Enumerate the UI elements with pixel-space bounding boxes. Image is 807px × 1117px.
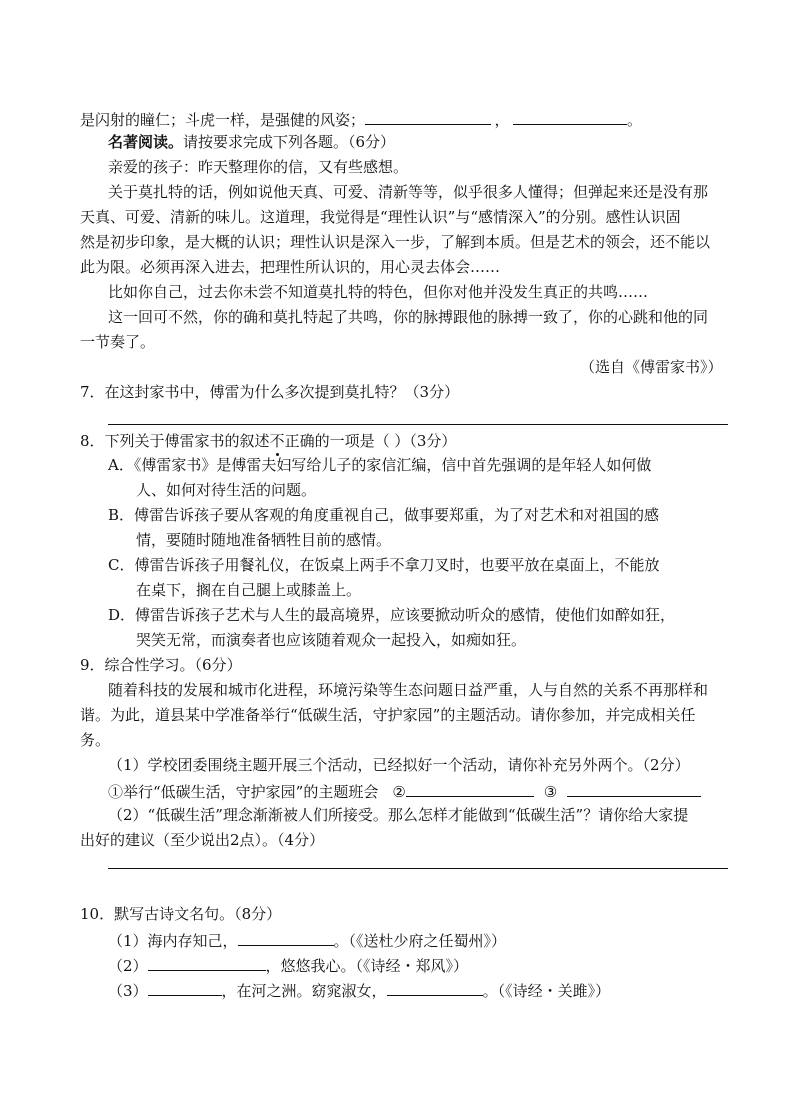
reading-heading-bold: 名著阅读。 <box>108 133 184 151</box>
option-a-line1: A．《傅雷家书》是傅雷夫妇写给儿子的家信汇编，信中首先强调的是年轻人如何做 <box>108 456 652 474</box>
option-c-line2: 在桌下，搁在自己腿上或膝盖上。 <box>136 581 362 599</box>
option-c-line1: C．傅雷告诉孩子用餐礼仪，在饭桌上两手不拿刀叉时，也要平放在桌面上，不能放 <box>108 556 660 574</box>
letter-paragraph-line: 此为限。必须再深入进去，把理性所认识的，用心灵去体会…… <box>80 258 501 276</box>
poem-line-3-middle: ，在河之洲。窈窕淑女， <box>221 982 387 1000</box>
answer-blank[interactable] <box>365 108 491 125</box>
letter-paragraph-line: 比如你自己，过去你未尝不知道莫扎特的特色，但你对他并没发生真正的共鸣…… <box>108 283 649 301</box>
option-a-line2: 人、如何对待生活的问题。 <box>136 481 317 499</box>
intro-line <box>80 108 642 130</box>
letter-greeting: 亲爱的孩子：昨天整理你的信，又有些感想。 <box>108 158 409 176</box>
poem-line-1-end: 。（《送杜少府之任蜀州》） <box>333 932 507 950</box>
activity-answer-blank[interactable] <box>406 780 534 797</box>
q9-intro-line: 随着科技的发展和城市化进程，环境污染等生态问题日益严重，人与自然的关系不再那样和 <box>108 681 709 699</box>
q9-sub2-line: （2）“低碳生活”理念渐渐被人们所接受。那么怎样才能做到“低碳生活”？请你给大家提 <box>108 806 689 824</box>
question-8-emphasis: 不 <box>269 432 285 450</box>
poem-line-1 <box>108 929 506 951</box>
q9-item-2-label: ② <box>392 783 406 801</box>
poem-answer-blank[interactable] <box>238 929 334 946</box>
intro-comma: ， <box>494 111 510 129</box>
q9-item-3-label: ③ <box>543 783 558 801</box>
intro-period: 。 <box>627 111 643 129</box>
poem-answer-blank[interactable] <box>387 979 483 996</box>
q9-sub1: （1）学校团委围绕主题开展三个活动，已经拟好一个活动，请你补充另外两个。（2分） <box>108 756 690 774</box>
option-d-line1: D．傅雷告诉孩子艺术与人生的最高境界，应该要掀动听众的感情，使他们如醉如狂， <box>108 606 676 624</box>
reading-source: （选自《傅雷家书》） <box>580 358 723 376</box>
question-7: 7．在这封家书中，傅雷为什么多次提到莫扎特？（3分） <box>80 383 460 401</box>
poem-answer-blank[interactable] <box>148 954 266 971</box>
question-9: 9．综合性学习。（6分） <box>80 656 242 674</box>
letter-paragraph-line: 这一回可不然，你的确和莫扎特起了共鸣，你的脉搏跟他的脉搏一致了，你的心跳和他的同 <box>108 308 709 326</box>
letter-paragraph-line: 一节奏了。 <box>80 333 156 351</box>
letter-paragraph-line: 关于莫扎特的话，例如说他天真、可爱、清新等等，似乎很多人懂得；但弹起来还是没有那 <box>108 183 709 201</box>
q9-intro-line: 务。 <box>80 731 111 749</box>
question-10: 10．默写古诗文名句。（8分） <box>80 905 282 923</box>
poem-line-3 <box>108 979 610 1001</box>
question-8-prefix: 8．下列关于傅雷家书的叙述 <box>80 432 270 450</box>
letter-paragraph-line: 然是初步印象，是大概的认识；理性认识是深入一步，了解到本质。但是艺术的领会，还不能以 <box>80 233 711 251</box>
option-d-line2: 哭笑无常，而演奏者也应该随着观众一起投入，如痴如狂。 <box>136 631 527 649</box>
reading-heading-rest: 请按要求完成下列各题。（6分） <box>183 133 396 151</box>
answer-line[interactable] <box>108 424 728 425</box>
option-b-line1: B．傅雷告诉孩子要从客观的角度重视自己，做事要郑重，为了对艺术和对祖国的感 <box>108 506 660 524</box>
poem-line-3-start: （3） <box>108 982 148 1000</box>
poem-line-2 <box>108 954 468 976</box>
q9-sub1-items <box>108 780 701 802</box>
option-b-line2: 情，要随时随地准备牺牲目前的感情。 <box>136 531 392 549</box>
intro-text: 是闪射的瞳仁；斗虎一样，是强健的风姿； <box>80 111 366 129</box>
q9-sub2-line: 出好的建议（至少说出2点）。（4分） <box>80 831 325 849</box>
poem-line-1-start: （1）海内存知己， <box>108 932 238 950</box>
poem-line-2-start: （2） <box>108 957 148 975</box>
reading-heading <box>108 132 395 152</box>
poem-answer-blank[interactable] <box>148 979 222 996</box>
answer-line[interactable] <box>108 868 728 869</box>
question-8 <box>80 431 456 451</box>
question-8-suffix: 正确的一项是（ ）（3分） <box>284 432 457 450</box>
answer-blank[interactable] <box>513 108 627 125</box>
letter-paragraph-line: 天真、可爱、清新的味儿。这道理，我觉得是“理性认识”与“感情深入”的分别。感性认识固 <box>80 208 681 226</box>
activity-answer-blank[interactable] <box>567 780 701 797</box>
q9-intro-line: 谐。为此，道县某中学准备举行“低碳生活，守护家园”的主题活动。请你参加，并完成相关任 <box>80 706 696 724</box>
poem-line-2-end: ，悠悠我心。（《诗经・郑风》） <box>265 957 469 975</box>
q9-item-1: ①举行“低碳生活，守护家园”的主题班会 <box>108 783 379 801</box>
poem-line-3-end: 。（《诗经・关雎》） <box>482 982 611 1000</box>
